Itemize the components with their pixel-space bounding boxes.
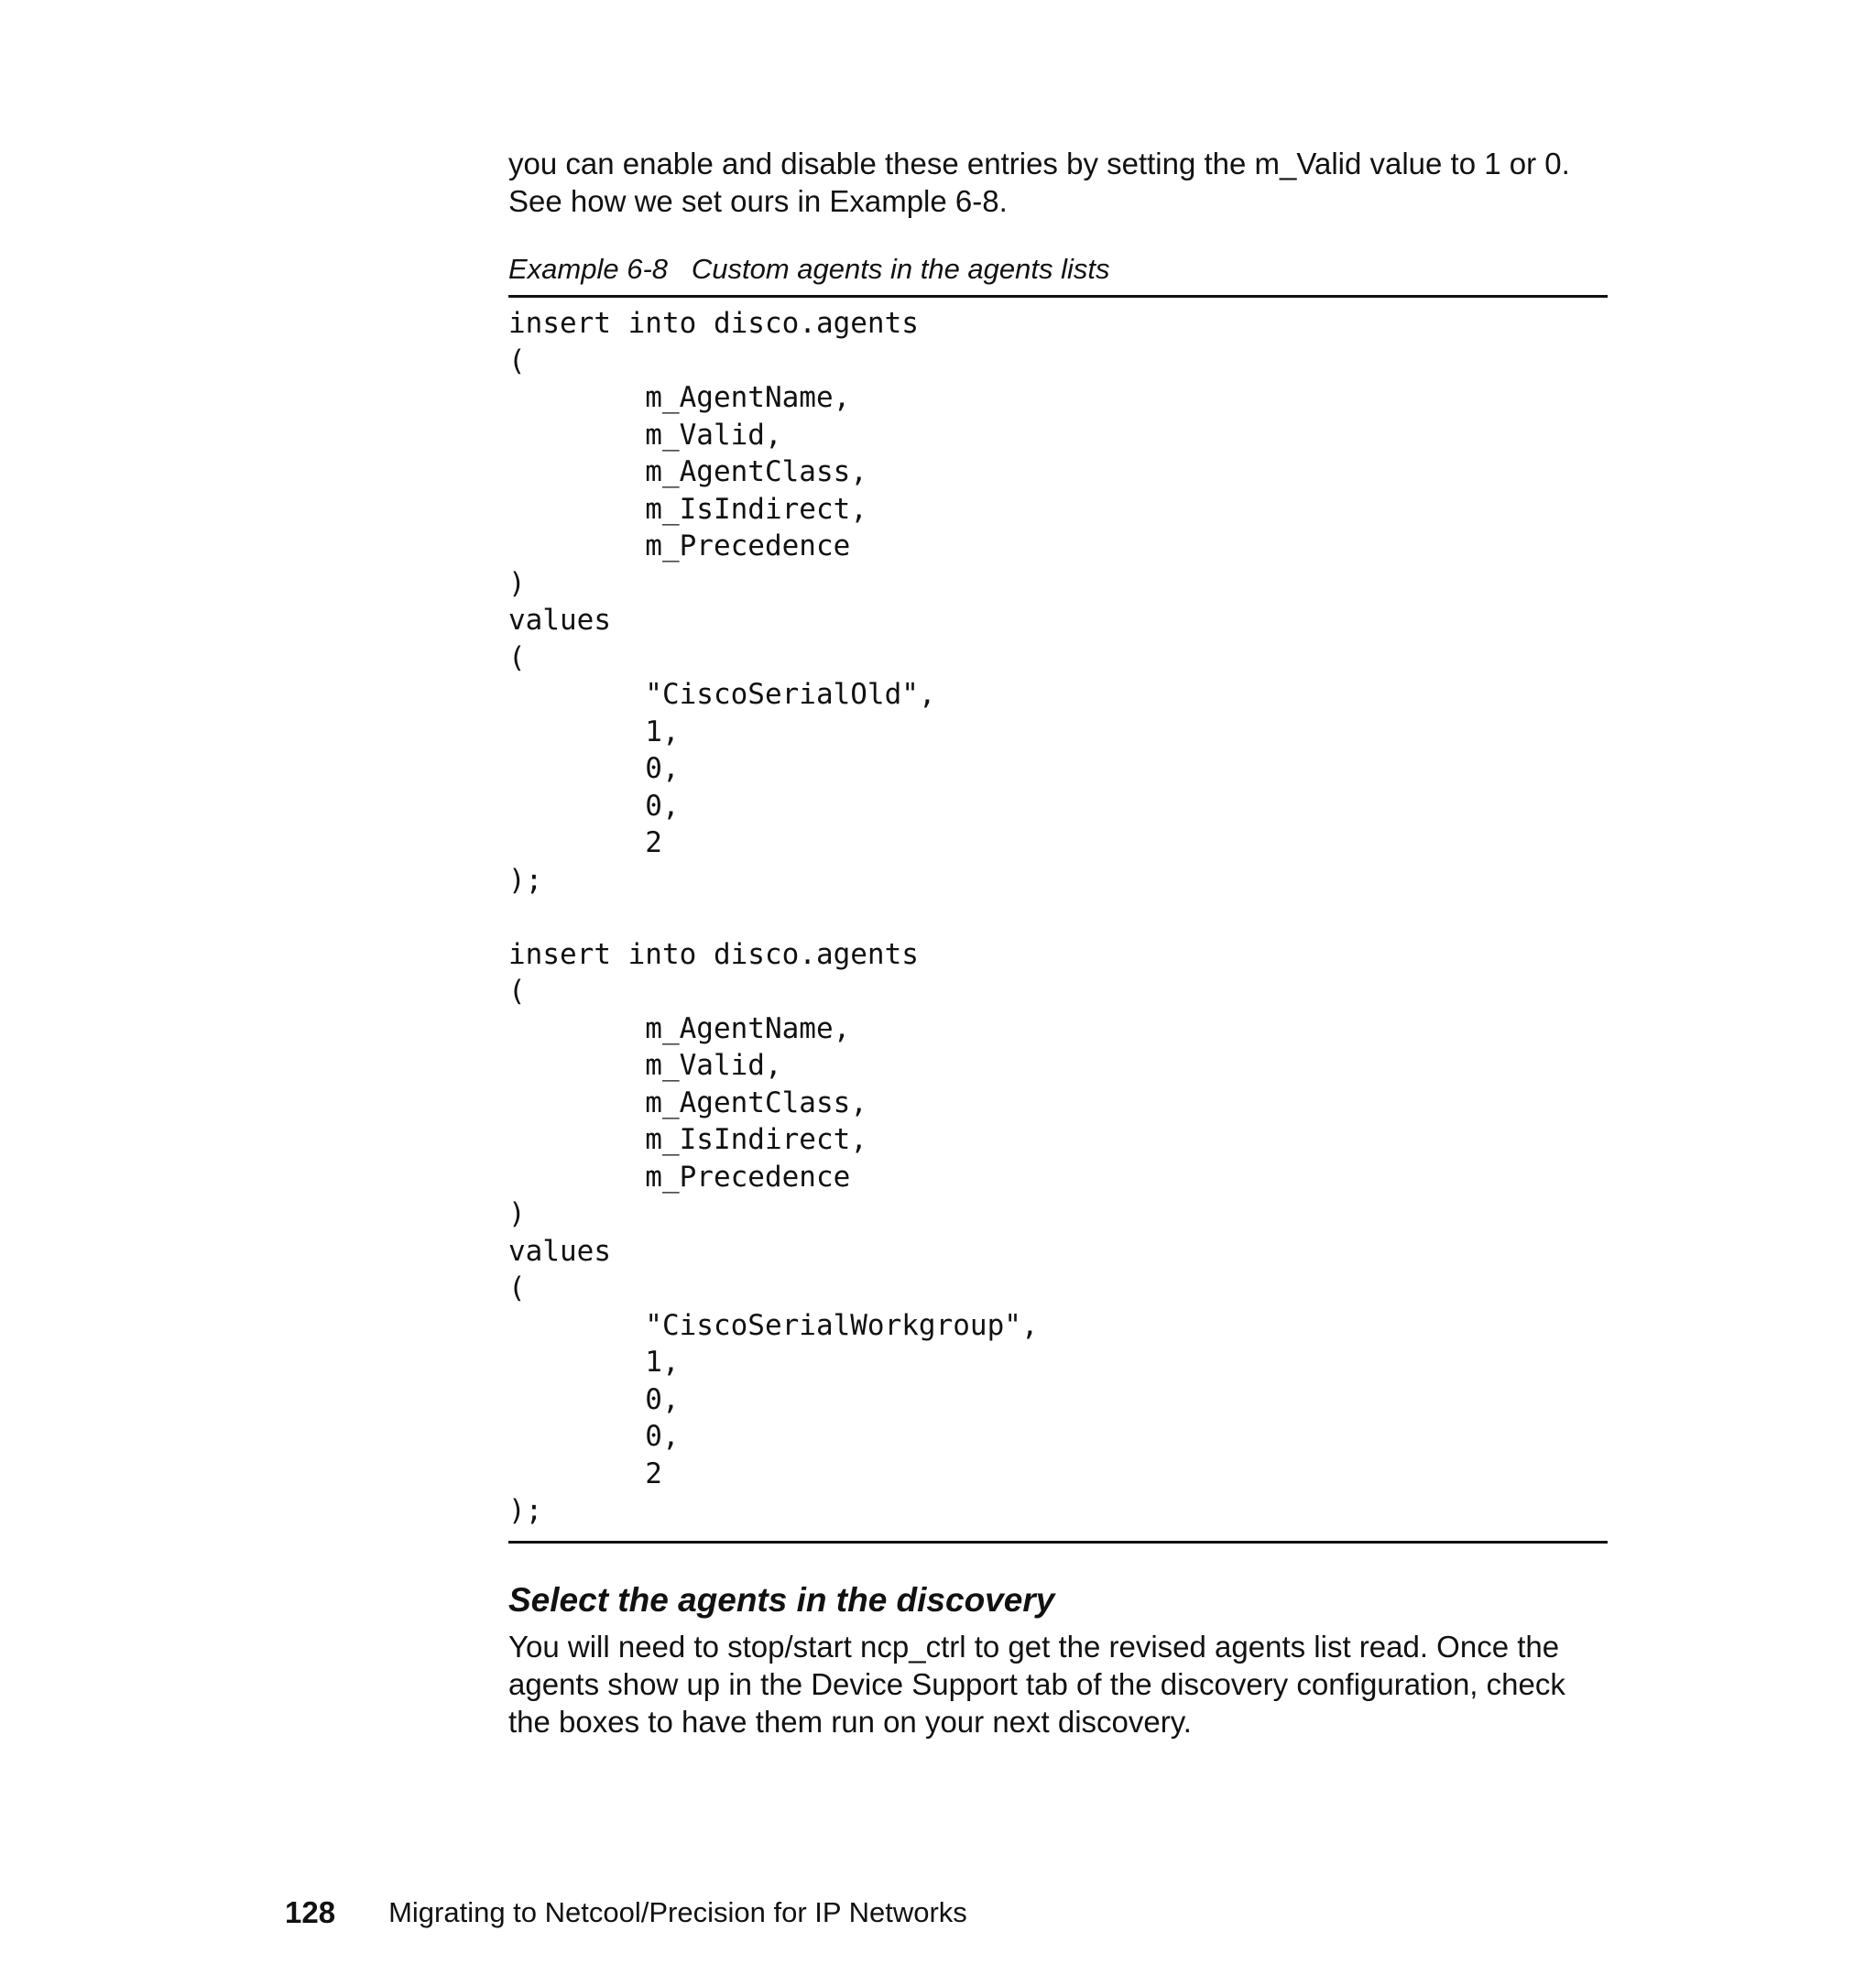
code-line: 1, [508,1346,680,1379]
code-line: ) [508,566,526,600]
code-line: m_Valid, [508,418,782,452]
page-footer [285,1893,967,1933]
code-line: insert into disco.agents [508,937,919,971]
code-line: 1, [508,715,680,748]
code-line: 0, [508,789,680,823]
code-line: m_AgentName, [508,381,851,414]
code-line [508,899,1608,936]
code-line: values [508,604,611,637]
code-line: ( [508,640,526,674]
main-content [508,145,1608,1740]
book-title: Migrating to Netcool/Precision for IP Networks [388,1896,967,1928]
code-line: 0, [508,752,680,785]
code-line: m_Precedence [508,1160,851,1194]
code-line: values [508,1234,611,1268]
intro-line: you can enable and disable these entries by setting the m_Valid value to 1 or 0. [508,147,1570,180]
code-bottom-rule [508,1541,1608,1544]
code-line: 0, [508,1382,680,1416]
code-line: ) [508,1197,526,1230]
body-line: You will need to stop/start ncp_ctrl to get the revised agents list read. Once the [508,1629,1560,1664]
code-line: ); [508,1494,543,1527]
code-line: m_IsIndirect, [508,1123,867,1156]
code-example-block [508,298,1608,1541]
code-line: m_Precedence [508,529,851,562]
code-line: m_AgentClass, [508,455,867,488]
section-body-paragraph [508,1628,1608,1740]
code-line: 2 [508,826,662,859]
intro-paragraph [508,145,1608,220]
code-line: m_IsIndirect, [508,492,867,526]
example-caption: Example 6-8 Custom agents in the agents lists [508,253,1110,285]
page-number: 128 [285,1895,336,1929]
code-line: ( [508,344,526,377]
intro-line: See how we set ours in Example 6-8. [508,184,1008,218]
code-line: insert into disco.agents [508,307,919,340]
body-line: the boxes to have them run on your next discovery. [508,1704,1192,1739]
section-heading: Select the agents in the discovery [508,1580,1055,1619]
code-line: ); [508,863,543,897]
code-line: m_AgentClass, [508,1086,867,1119]
code-line: 2 [508,1457,662,1490]
body-line: agents show up in the Device Support tab of the discovery configuration, check [508,1666,1565,1701]
code-line: m_Valid, [508,1049,782,1082]
code-line: "CiscoSerialWorkgroup", [508,1308,1039,1342]
code-line: 0, [508,1420,680,1453]
code-line: "CiscoSerialOld", [508,678,936,711]
code-line: ( [508,975,526,1008]
code-line: ( [508,1271,526,1304]
code-line: m_AgentName, [508,1011,851,1045]
